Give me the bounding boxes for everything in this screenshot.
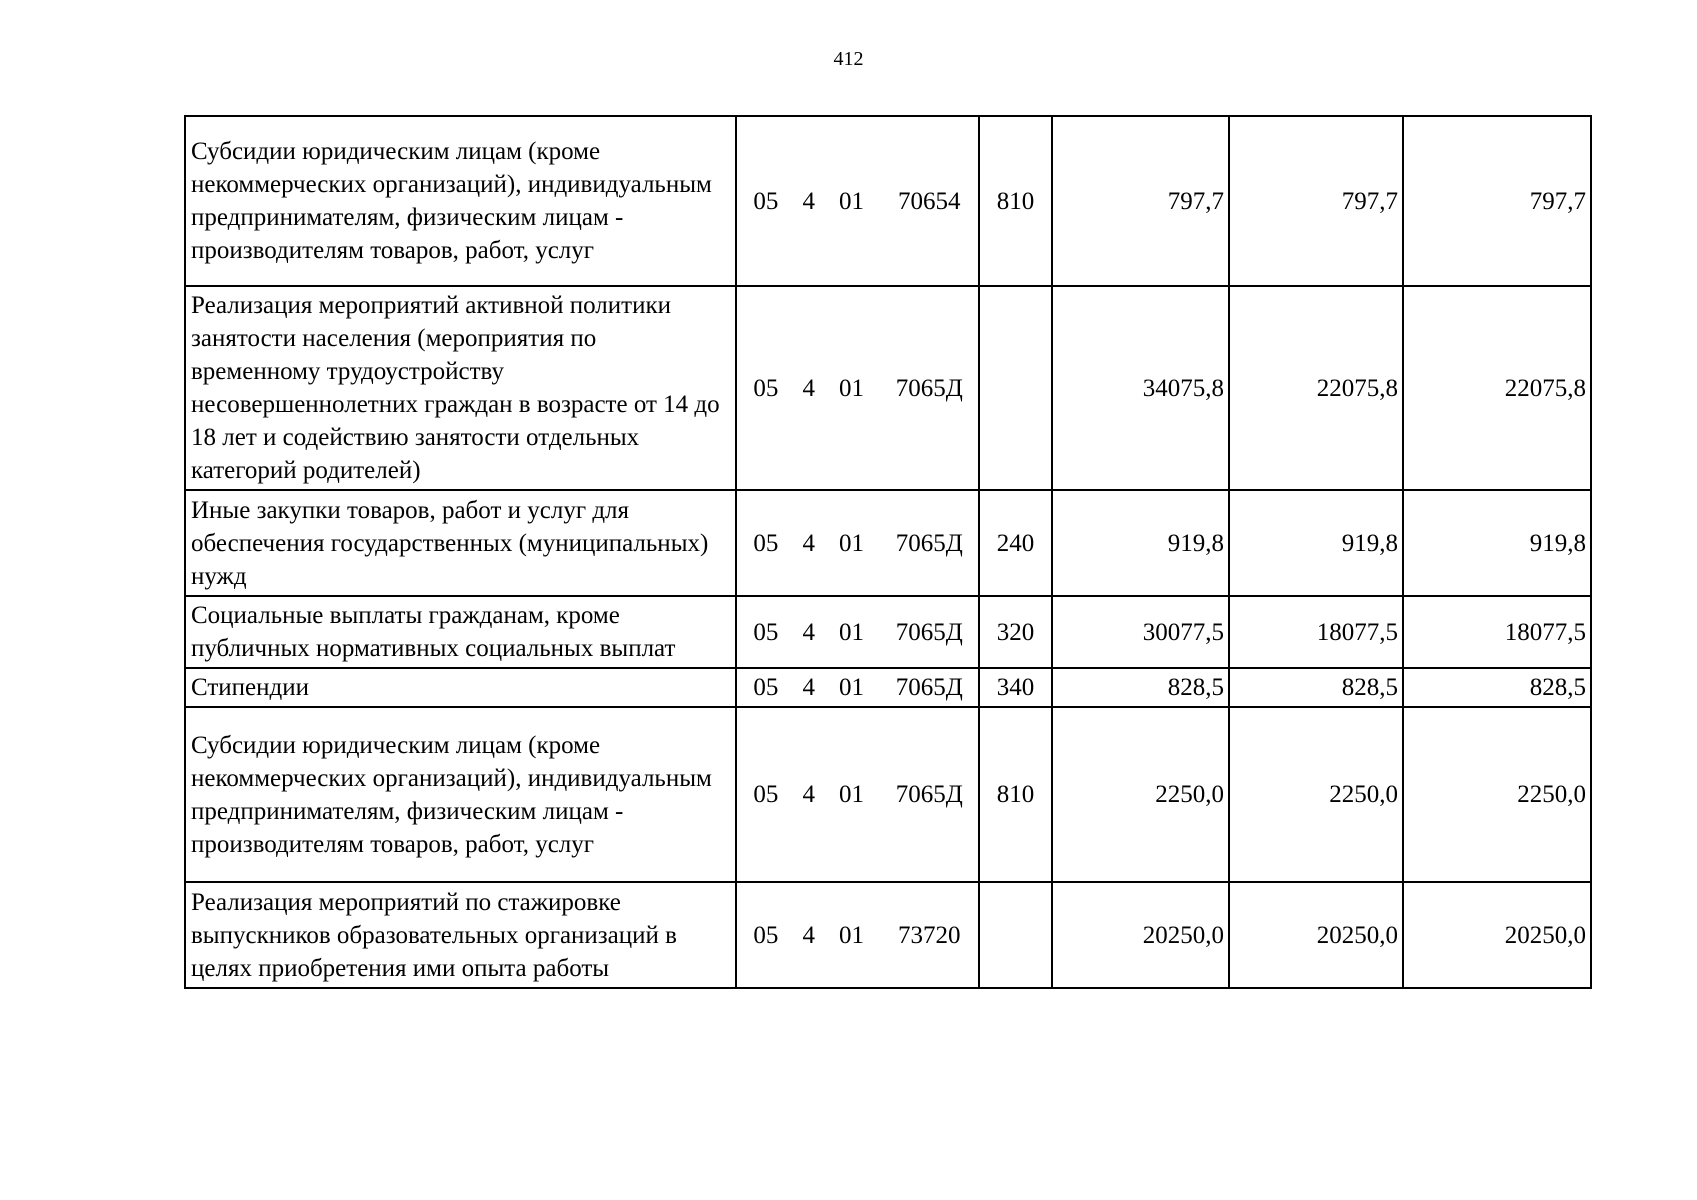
row-name-cell: Стипендии xyxy=(185,668,736,707)
amount-cell-1: 919,8 xyxy=(1052,490,1229,596)
row-name-cell: Реализация мероприятий по стажировке выпускников образовательных организаций в целях приобретения ими опыта работы xyxy=(185,882,736,988)
amount-cell-3: 22075,8 xyxy=(1403,286,1591,490)
amount-cell-1: 2250,0 xyxy=(1052,707,1229,882)
amount-cell-2: 18077,5 xyxy=(1229,596,1403,668)
amount-cell-2: 797,7 xyxy=(1229,116,1403,286)
direction-code: 70654 xyxy=(897,187,961,215)
row-name-cell: Субсидии юридическим лицам (кроме некоммерческих организаций), индивидуальным предпринимателям, физическим лицам - производителям товаров, работ, услуг xyxy=(185,707,736,882)
amount-cell-2: 20250,0 xyxy=(1229,882,1403,988)
expense-kind-cell: 240 xyxy=(979,490,1052,596)
table-row xyxy=(185,668,1591,707)
budget-code-cell xyxy=(736,596,979,668)
amount-cell-1: 30077,5 xyxy=(1052,596,1229,668)
amount-cell-3: 919,8 xyxy=(1403,490,1591,596)
section-code: 05 xyxy=(753,618,779,646)
table-row xyxy=(185,286,1591,490)
amount-cell-2: 22075,8 xyxy=(1229,286,1403,490)
amount-cell-3: 828,5 xyxy=(1403,668,1591,707)
section-code: 05 xyxy=(753,187,779,215)
table-row xyxy=(185,490,1591,596)
subprogram-code: 01 xyxy=(839,921,865,949)
subprogram-code: 01 xyxy=(839,618,865,646)
section-code: 05 xyxy=(753,781,779,808)
amount-cell-3: 2250,0 xyxy=(1403,707,1591,882)
budget-code-cell xyxy=(736,116,979,286)
budget-code-cell xyxy=(736,882,979,988)
amount-cell-3: 18077,5 xyxy=(1403,596,1591,668)
direction-code: 73720 xyxy=(897,921,961,949)
table-row xyxy=(185,707,1591,882)
expense-kind-cell: 320 xyxy=(979,596,1052,668)
budget-code-cell xyxy=(736,286,979,490)
amount-cell-1: 828,5 xyxy=(1052,668,1229,707)
subprogram-code: 01 xyxy=(839,187,865,215)
row-name-cell: Субсидии юридическим лицам (кроме некоммерческих организаций), индивидуальным предпринимателям, физическим лицам - производителям товаров, работ, услуг xyxy=(185,116,736,286)
row-name-cell: Иные закупки товаров, работ и услуг для обеспечения государственных (муниципальных) нужд xyxy=(185,490,736,596)
amount-cell-1: 34075,8 xyxy=(1052,286,1229,490)
direction-code: 7065Д xyxy=(895,618,963,646)
program-code: 4 xyxy=(802,618,815,646)
table-row xyxy=(185,596,1591,668)
expense-kind-cell: 810 xyxy=(979,707,1052,882)
budget-code-cell xyxy=(736,490,979,596)
budget-table xyxy=(184,115,1592,989)
section-code: 05 xyxy=(753,374,779,402)
expense-kind-cell: 340 xyxy=(979,668,1052,707)
amount-cell-3: 797,7 xyxy=(1403,116,1591,286)
direction-code: 7065Д xyxy=(895,529,963,557)
section-code: 05 xyxy=(753,921,779,949)
program-code: 4 xyxy=(802,529,815,557)
expense-kind-cell xyxy=(979,882,1052,988)
row-name-cell: Реализация мероприятий активной политики занятости населения (мероприятия по временному трудоустройству несовершеннолетних граждан в возрасте от 14 до 18 лет и содействию занятости отдельных категорий родителей) xyxy=(185,286,736,490)
program-code: 4 xyxy=(802,674,815,701)
expense-kind-cell xyxy=(979,286,1052,490)
budget-code-cell xyxy=(736,668,979,707)
amount-cell-1: 20250,0 xyxy=(1052,882,1229,988)
amount-cell-2: 2250,0 xyxy=(1229,707,1403,882)
page-number: 412 xyxy=(833,48,864,70)
program-code: 4 xyxy=(802,187,815,215)
subprogram-code: 01 xyxy=(839,674,865,701)
subprogram-code: 01 xyxy=(839,781,865,808)
program-code: 4 xyxy=(802,781,815,808)
amount-cell-2: 919,8 xyxy=(1229,490,1403,596)
amount-cell-1: 797,7 xyxy=(1052,116,1229,286)
section-code: 05 xyxy=(753,674,779,701)
program-code: 4 xyxy=(802,921,815,949)
subprogram-code: 01 xyxy=(839,374,865,402)
table-row xyxy=(185,882,1591,988)
direction-code: 7065Д xyxy=(895,374,963,402)
amount-cell-3: 20250,0 xyxy=(1403,882,1591,988)
table-row xyxy=(185,116,1591,286)
section-code: 05 xyxy=(753,529,779,557)
program-code: 4 xyxy=(802,374,815,402)
direction-code: 7065Д xyxy=(895,674,963,701)
budget-code-cell xyxy=(736,707,979,882)
row-name-cell: Социальные выплаты гражданам, кроме публичных нормативных социальных выплат xyxy=(185,596,736,668)
expense-kind-cell: 810 xyxy=(979,116,1052,286)
direction-code: 7065Д xyxy=(895,781,963,808)
subprogram-code: 01 xyxy=(839,529,865,557)
amount-cell-2: 828,5 xyxy=(1229,668,1403,707)
